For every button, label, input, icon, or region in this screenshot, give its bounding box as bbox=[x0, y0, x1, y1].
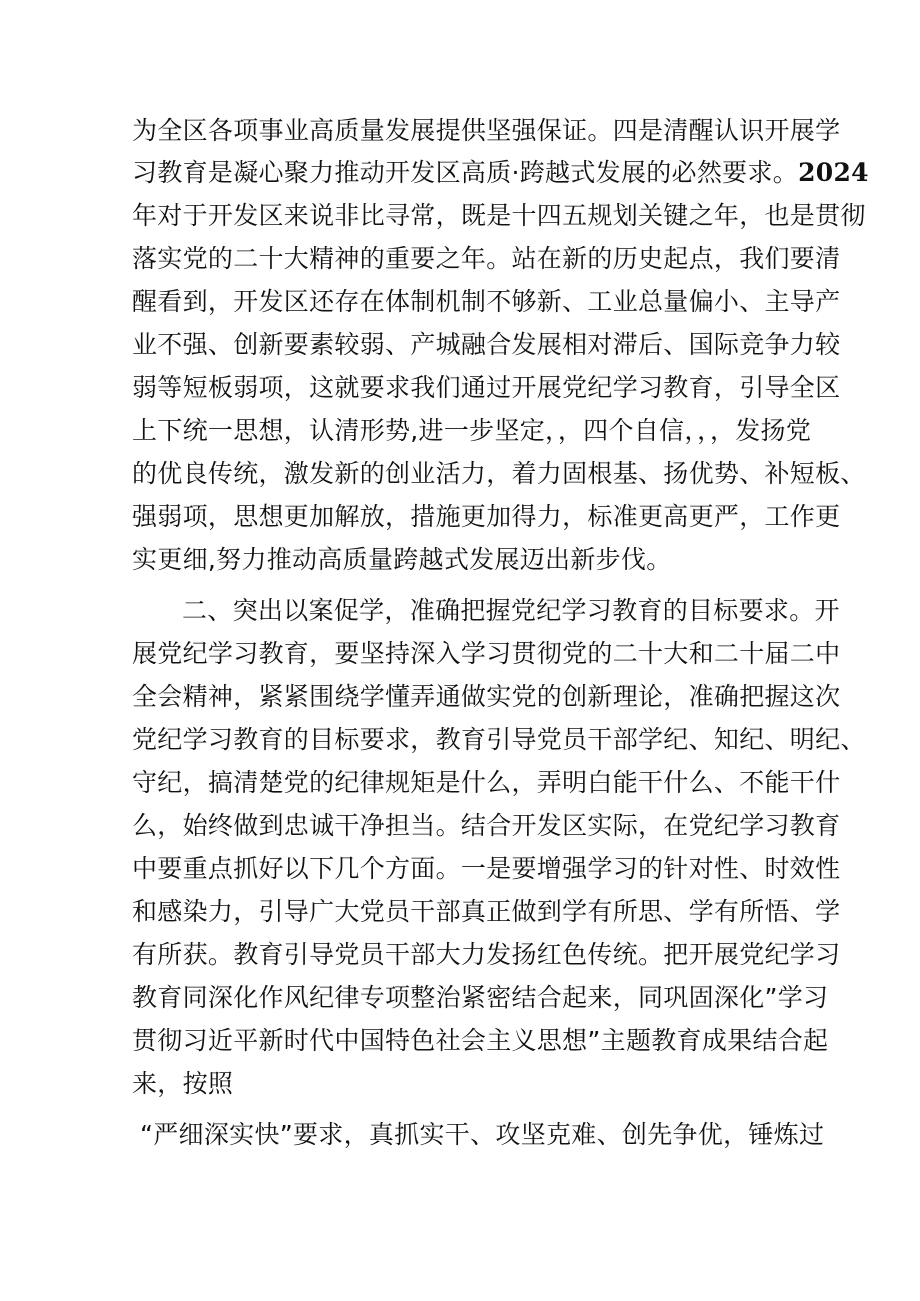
paragraph-line: 么，始终做到忠诚干净担当。结合开发区实际，在党纪学习教育 bbox=[132, 811, 841, 840]
paragraph-line: “严细深实快”要求，真抓实干、攻坚克难、创先争优，锤炼过 bbox=[140, 1120, 825, 1149]
paragraph-line: 的优良传统，激发新的创业活力，着力固根基、扬优势、补短板、 bbox=[132, 459, 866, 488]
paragraph-line: 全会精神，紧紧围绕学懂弄通做实党的创新理论，准确把握这次 bbox=[132, 682, 841, 711]
paragraph-line: 来，按照 bbox=[132, 1069, 234, 1098]
paragraph-line: 年对于开发区来说非比寻常，既是十四五规划关键之年，也是贯彻 bbox=[132, 201, 866, 230]
paragraph-line bbox=[132, 156, 869, 189]
paragraph-line: 实更细,努力推动高质量跨越式发展迈出新步伐。 bbox=[132, 545, 672, 574]
paragraph-line: 弱等短板弱项，这就要求我们通过开展党纪学习教育，引导全区 bbox=[132, 373, 841, 402]
paragraph-line: 二、突出以案促学，准确把握党纪学习教育的目标要求。开 bbox=[182, 596, 840, 625]
paragraph-line: 有所获。教育引导党员干部大力发扬红色传统。把开展党纪学习 bbox=[132, 940, 841, 969]
paragraph-line: 为全区各项事业高质量发展提供坚强保证。四是清醒认识开展学 bbox=[132, 116, 841, 145]
paragraph-line: 展党纪学习教育，要坚持深入学习贯彻党的二十大和二十届二中 bbox=[132, 639, 841, 668]
paragraph-line: 上下统一思想，认清形势,进一步坚定，，四个自信，，，发扬党 bbox=[132, 416, 812, 445]
line-text: 习教育是凝心聚力推动开发区高质·跨越式发展的必然要求。 bbox=[132, 158, 799, 187]
paragraph-line: 落实党的二十大精神的重要之年。站在新的历史起点，我们要清 bbox=[132, 244, 841, 273]
year-number: 2024 bbox=[798, 158, 869, 187]
paragraph-line: 贯彻习近平新时代中国特色社会主义思想”主题教育成果结合起 bbox=[132, 1026, 829, 1055]
paragraph-line: 党纪学习教育的目标要求，教育引导党员干部学纪、知纪、明纪、 bbox=[132, 725, 866, 754]
paragraph-line: 中要重点抓好以下几个方面。一是要增强学习的针对性、时效性 bbox=[132, 854, 841, 883]
paragraph-line: 守纪，搞清楚党的纪律规矩是什么，弄明白能干什么、不能干什 bbox=[132, 768, 841, 797]
paragraph-line: 教育同深化作风纪律专项整治紧密结合起来，同巩固深化”学习 bbox=[132, 983, 829, 1012]
paragraph-line: 业不强、创新要素较弱、产城融合发展相对滞后、国际竞争力较 bbox=[132, 330, 841, 359]
paragraph-line: 强弱项，思想更加解放，措施更加得力，标准更高更严，工作更 bbox=[132, 502, 841, 531]
paragraph-line: 和感染力，引导广大党员干部真正做到学有所思、学有所悟、学 bbox=[132, 897, 841, 926]
paragraph-line: 醒看到，开发区还存在体制机制不够新、工业总量偏小、主导产 bbox=[132, 287, 841, 316]
